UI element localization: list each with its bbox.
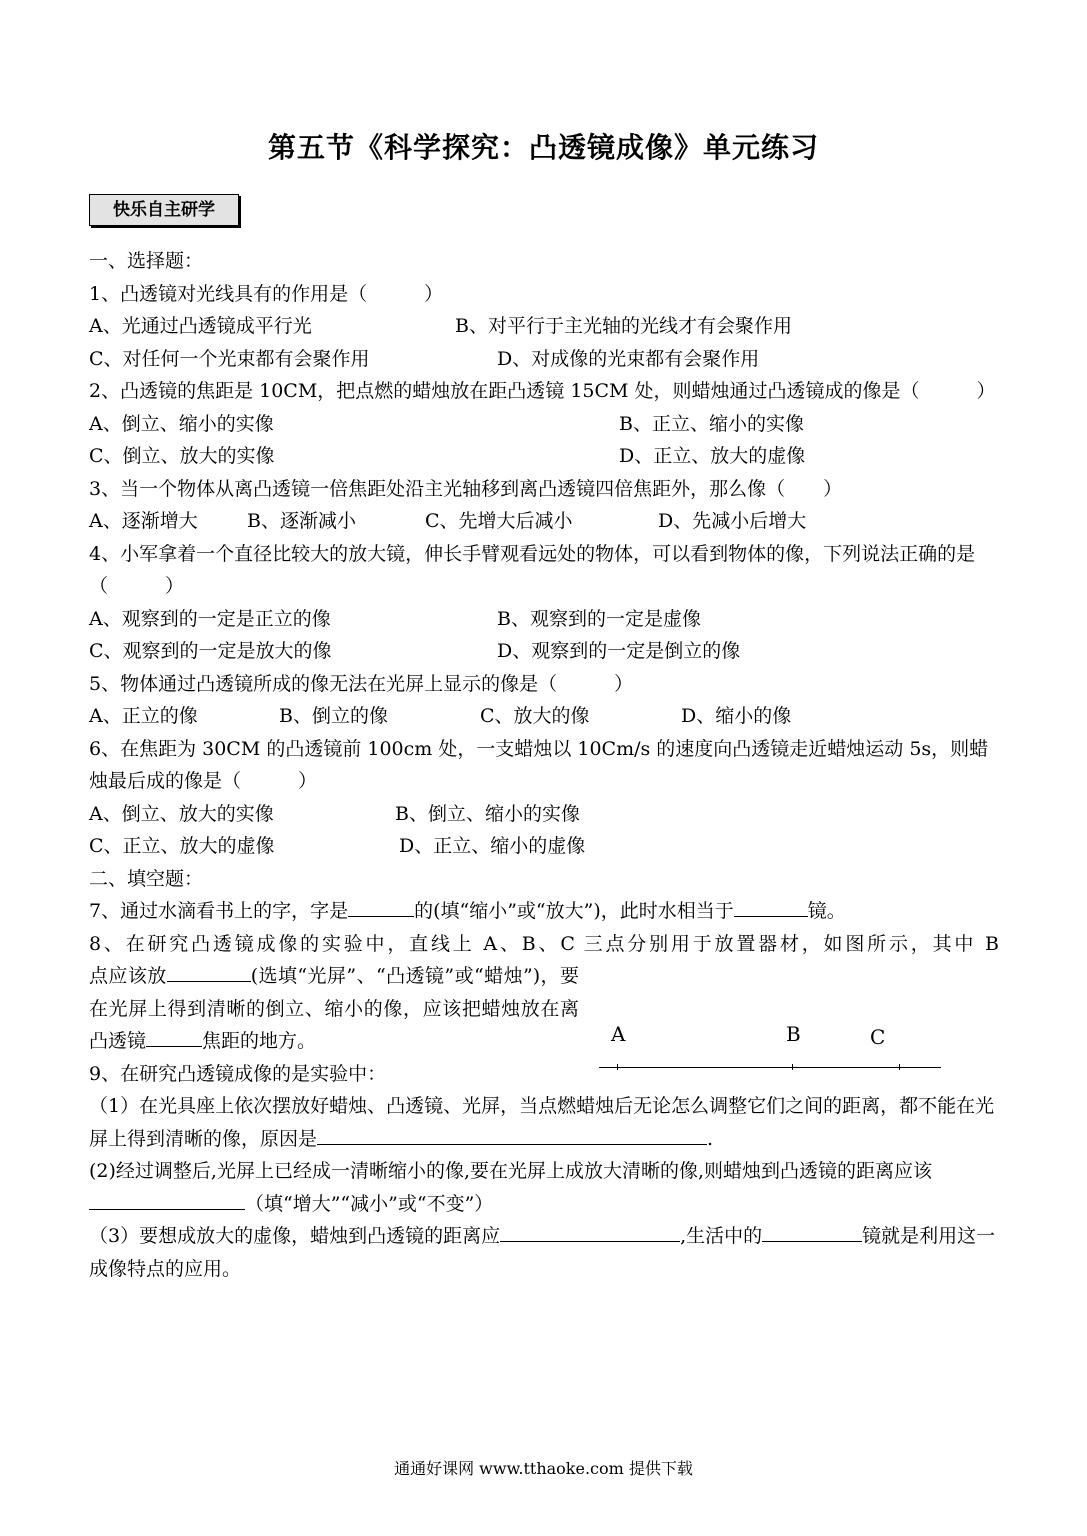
question-3-options <box>89 505 999 538</box>
answer-blank[interactable] <box>167 961 251 982</box>
question-6-options-row2 <box>89 830 999 863</box>
question-4-options-row1 <box>89 603 999 636</box>
option-a: A、倒立、放大的实像 <box>89 802 274 825</box>
question-7-text: 7、通过水滴看书上的字，字是 <box>89 900 349 922</box>
page-title: 第五节《科学探究：凸透镜成像》单元练习 <box>267 131 819 164</box>
question-6-options-row1 <box>89 798 999 831</box>
question-9-stem: 9、在研究凸透镜成像的是实验中： <box>89 1062 387 1085</box>
question-8-text: 8、在研究凸透镜成像的实验中，直线上 A、B、C 三点分别用于放置器材，如图所示，其中 B <box>89 932 999 955</box>
question-8-body <box>89 960 579 1058</box>
option-d: D、观察到的一定是倒立的像 <box>497 640 741 662</box>
option-b: B、观察到的一定是虚像 <box>497 607 701 630</box>
question-7 <box>89 895 999 928</box>
question-9-part-3 <box>89 1220 999 1285</box>
answer-blank[interactable] <box>348 896 414 917</box>
question-6-stem: 6、在焦距为 30CM 的凸透镜前 100cm 处，一支蜡烛以 10Cm/s 的速度向凸透镜走近蜡烛运动 5s，则蜡烛最后成的像是（ ） <box>89 737 989 792</box>
question-8-text-lead: 点应该放 <box>89 965 167 987</box>
question-7-text: 的(填“缩小”或“放大”)，此时水相当于 <box>414 900 734 922</box>
question-5-stem: 5、物体通过凸透镜所成的像无法在光屏上显示的像是（ ） <box>89 672 634 695</box>
question-9-text: ,生活中的 <box>680 1225 763 1247</box>
question-4-options-row2 <box>89 635 999 668</box>
principal-axis-line <box>599 1067 941 1068</box>
worksheet-content <box>89 245 999 1285</box>
question-9-text: 镜就是利用这一成像特点的应用。 <box>89 1225 996 1280</box>
page-footer: 通通好课网 www.tthaoke.com 提供下载 <box>394 1459 693 1478</box>
option-b: B、对平行于主光轴的光线才有会聚作用 <box>455 315 792 337</box>
option-d: D、对成像的光束都有会聚作用 <box>497 347 760 370</box>
question-3-stem: 3、当一个物体从离凸透镜一倍焦距处沿主光轴移到离凸透镜四倍焦距外，那么像（ ） <box>89 477 843 500</box>
question-9-text: （填“增大”“减小”或“不变”） <box>245 1192 494 1215</box>
option-d: D、先减小后增大 <box>658 510 807 532</box>
option-c: C、对任何一个光束都有会聚作用 <box>89 347 370 370</box>
option-c: C、先增大后减小 <box>425 510 573 532</box>
option-a: A、正立的像 <box>89 705 198 727</box>
question-9-text: (2)经过调整后,光屏上已经成一清晰缩小的像,要在光屏上成放大清晰的像,则蜡烛到凸透镜的距离应该 <box>89 1160 933 1182</box>
option-c: C、正立、放大的虚像 <box>89 835 275 857</box>
section-heading: 一、选择题： <box>89 250 204 272</box>
point-mark-b <box>792 1064 793 1070</box>
option-b: B、逐渐减小 <box>247 510 356 532</box>
question-8-text: (选填“光屏”、“凸透镜”或“蜡烛”)，要在光屏上得到清晰的倒立、缩小的像，应该把蜡烛放在离凸透镜 <box>89 965 579 1052</box>
question-9-text: . <box>707 1127 714 1150</box>
option-a: A、逐渐增大 <box>89 510 198 532</box>
question-9-part-2 <box>89 1155 999 1220</box>
point-label-c: C <box>870 1025 886 1049</box>
option-a: A、倒立、缩小的实像 <box>89 412 274 435</box>
question-1-options-row1 <box>89 310 999 343</box>
point-label-b: B <box>786 1022 801 1046</box>
question-2-options-row1 <box>89 408 999 441</box>
point-mark-c <box>899 1064 900 1070</box>
question-5-options <box>89 700 999 733</box>
answer-blank[interactable] <box>89 1189 245 1210</box>
section-heading: 二、填空题： <box>89 867 204 890</box>
question-9-text: （3）要想成放大的虚像，蜡烛到凸透镜的距离应 <box>89 1225 501 1247</box>
option-d: D、缩小的像 <box>681 705 792 727</box>
option-c: C、观察到的一定是放大的像 <box>89 640 332 662</box>
option-d: D、正立、放大的虚像 <box>619 445 806 467</box>
question-1-options-row2 <box>89 343 999 376</box>
question-9-part-1 <box>89 1090 999 1155</box>
option-b: B、倒立、缩小的实像 <box>395 802 580 825</box>
option-a: A、光通过凸透镜成平行光 <box>89 315 312 337</box>
option-c: C、放大的像 <box>480 705 590 727</box>
answer-blank[interactable] <box>317 1124 707 1145</box>
point-label-a: A <box>611 1022 626 1046</box>
lens-experiment-diagram <box>599 1022 944 1092</box>
question-7-text: 镜。 <box>807 900 846 922</box>
point-mark-a <box>617 1064 618 1070</box>
option-c: C、倒立、放大的实像 <box>89 445 275 467</box>
option-b: B、正立、缩小的实像 <box>619 412 804 435</box>
question-4-stem: 4、小军拿着一个直径比较大的放大镜，伸长手臂观看远处的物体，可以看到物体的像，下列说法正确的是（ ） <box>89 542 976 597</box>
question-1-stem: 1、凸透镜对光线具有的作用是（ ） <box>89 282 444 305</box>
option-d: D、正立、缩小的虚像 <box>399 835 586 857</box>
section-badge: 快乐自主研学 <box>89 194 239 226</box>
question-2-options-row2 <box>89 440 999 473</box>
answer-blank[interactable] <box>500 1221 680 1242</box>
question-8-text: 焦距的地方。 <box>202 1030 317 1052</box>
answer-blank[interactable] <box>734 896 808 917</box>
option-a: A、观察到的一定是正立的像 <box>89 607 331 630</box>
answer-blank[interactable] <box>146 1026 202 1047</box>
question-2-stem: 2、凸透镜的焦距是 10CM，把点燃的蜡烛放在距凸透镜 15CM 处，则蜡烛通过凸透镜成的像是（ ） <box>89 380 996 402</box>
answer-blank[interactable] <box>762 1221 862 1242</box>
question-8-line-1 <box>89 928 999 961</box>
option-b: B、倒立的像 <box>279 705 388 727</box>
question-9-text: （1）在光具座上依次摆放好蜡烛、凸透镜、光屏，当点燃蜡烛后无论怎么调整它们之间的距离，都不能在光屏上得到清晰的像，原因是 <box>89 1095 995 1150</box>
